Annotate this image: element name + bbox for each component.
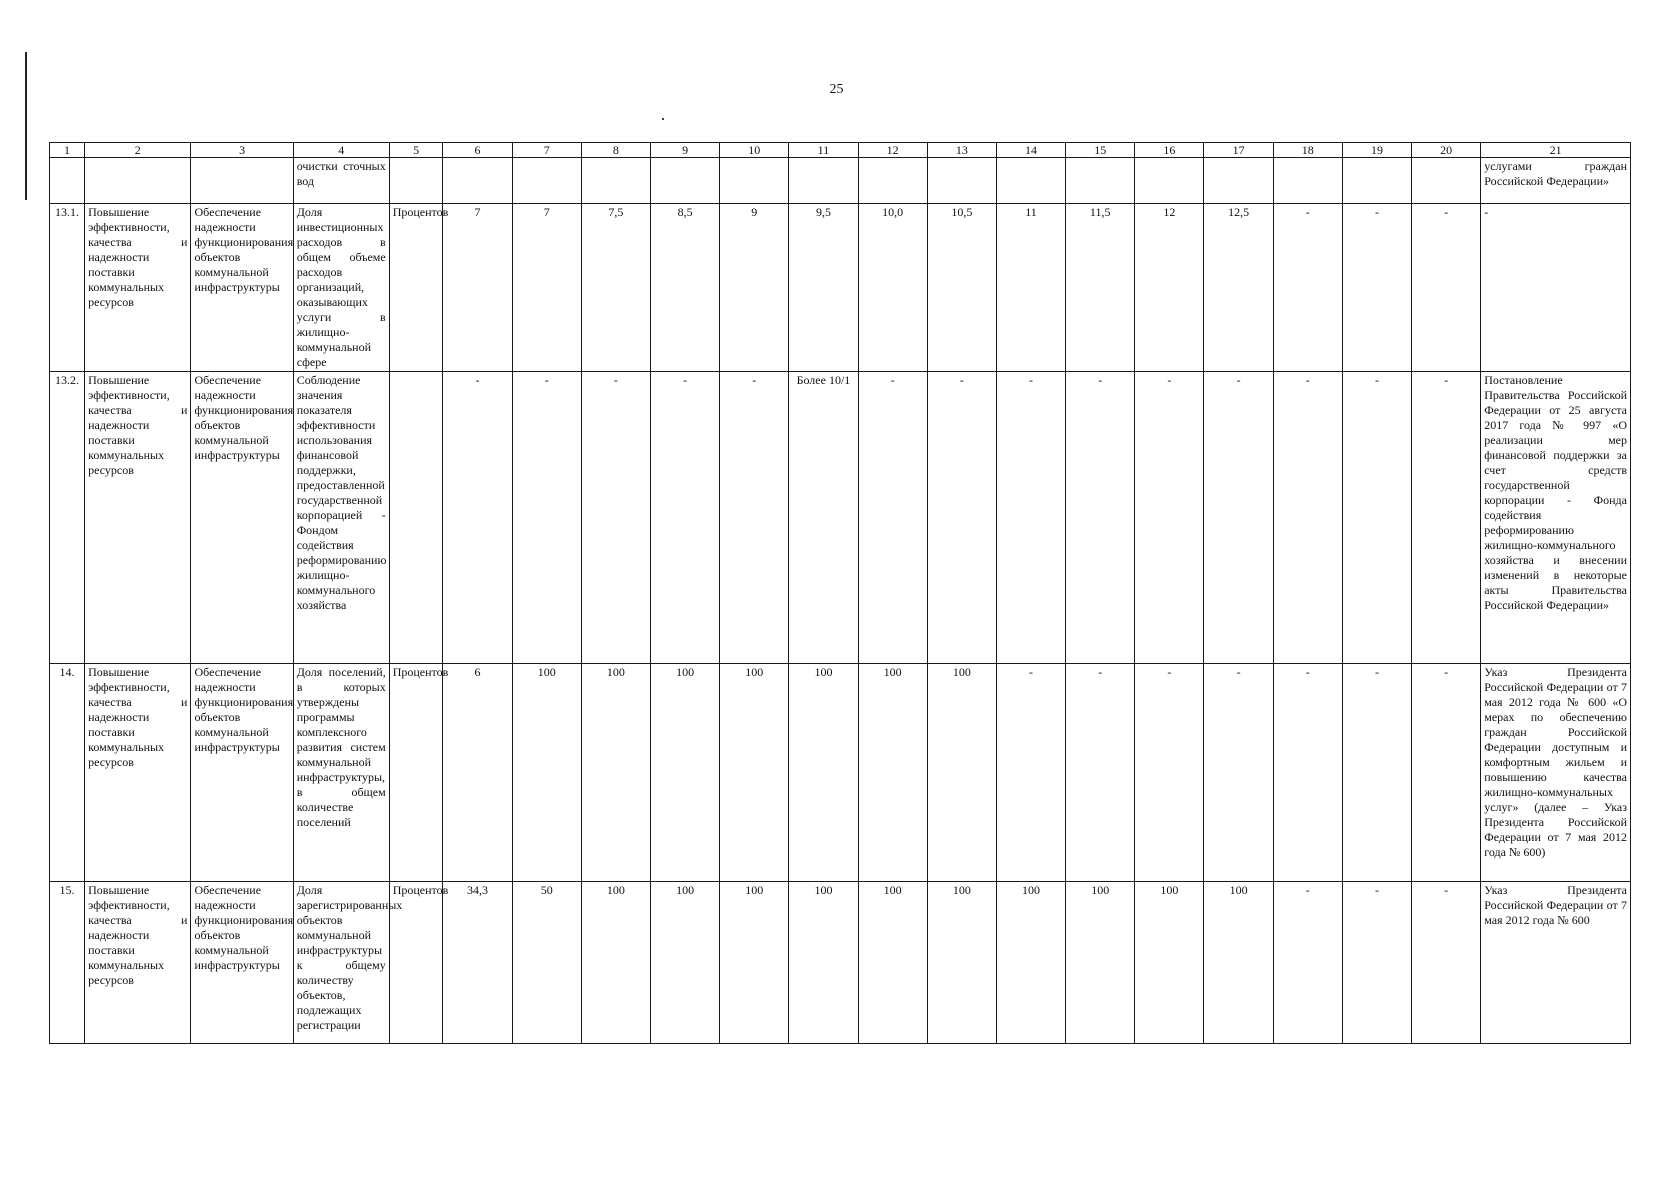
value-cell: 100 <box>927 882 996 1044</box>
column-header: 12 <box>858 143 927 158</box>
value-cell: 100 <box>1066 882 1135 1044</box>
value-cell: 100 <box>1204 882 1273 1044</box>
scan-speck <box>662 118 664 120</box>
value-cell: 100 <box>720 882 789 1044</box>
value-cell: 7 <box>443 204 512 372</box>
unit-cell: Процентов <box>389 882 443 1044</box>
task-cell: Обеспечение надежности функционирования объектов коммунальной инфраструктуры <box>191 882 293 1044</box>
value-cell: 100 <box>512 664 581 882</box>
value-cell: 9 <box>720 204 789 372</box>
value-cell: - <box>1342 882 1411 1044</box>
value-cell: 100 <box>789 664 858 882</box>
value-cell: - <box>996 372 1065 664</box>
value-cell: 11 <box>996 204 1065 372</box>
unit-cell <box>389 372 443 664</box>
value-cell: - <box>1066 372 1135 664</box>
goal-cell: Повышение эффективности, качества и надежности поставки коммунальных ресурсов <box>85 372 191 664</box>
column-header: 15 <box>1066 143 1135 158</box>
indicator-cell: очистки сточных вод <box>293 158 389 204</box>
value-cell: 100 <box>650 664 719 882</box>
value-cell: 10,5 <box>927 204 996 372</box>
value-cell <box>581 158 650 204</box>
value-cell: 8,5 <box>650 204 719 372</box>
column-header: 2 <box>85 143 191 158</box>
column-header: 5 <box>389 143 443 158</box>
value-cell <box>789 158 858 204</box>
value-cell: - <box>1135 372 1204 664</box>
column-number-row <box>50 143 1631 158</box>
row-number: 13.2. <box>50 372 85 664</box>
value-cell: - <box>1273 204 1342 372</box>
row-number: 13.1. <box>50 204 85 372</box>
value-cell <box>1412 158 1481 204</box>
task-cell: Обеспечение надежности функционирования объектов коммунальной инфраструктуры <box>191 664 293 882</box>
table-row <box>50 158 1631 204</box>
table-row <box>50 882 1631 1044</box>
value-cell: 100 <box>789 882 858 1044</box>
value-cell: 100 <box>927 664 996 882</box>
value-cell <box>927 158 996 204</box>
value-cell: - <box>1412 664 1481 882</box>
column-header: 18 <box>1273 143 1342 158</box>
column-header: 17 <box>1204 143 1273 158</box>
value-cell: - <box>1412 372 1481 664</box>
task-cell <box>191 158 293 204</box>
value-cell: - <box>927 372 996 664</box>
column-header: 10 <box>720 143 789 158</box>
value-cell <box>720 158 789 204</box>
goal-cell <box>85 158 191 204</box>
value-cell <box>996 158 1065 204</box>
legal-basis-cell: Указ Президента Российской Федерации от 7 мая 2012 года № 600 «О мерах по обеспечению граждан Российской Федерации доступным и комфортным жильем и повышению качества жилищно-коммунальных услуг» (далее – Указ Президента Российской Федерации от 7 мая 2012 года № 600) <box>1481 664 1631 882</box>
row-number: 15. <box>50 882 85 1044</box>
column-header: 4 <box>293 143 389 158</box>
column-header: 16 <box>1135 143 1204 158</box>
value-cell: 100 <box>858 882 927 1044</box>
indicator-cell: Доля зарегистрированных объектов коммунальной инфраструктуры к общему количеству объектов, подлежащих регистрации <box>293 882 389 1044</box>
value-cell: - <box>1412 204 1481 372</box>
value-cell: - <box>443 372 512 664</box>
column-header: 3 <box>191 143 293 158</box>
column-header: 11 <box>789 143 858 158</box>
goal-cell: Повышение эффективности, качества и надежности поставки коммунальных ресурсов <box>85 204 191 372</box>
value-cell: 100 <box>858 664 927 882</box>
legal-basis-cell: - <box>1481 204 1631 372</box>
column-header: 13 <box>927 143 996 158</box>
value-cell: 100 <box>996 882 1065 1044</box>
unit-cell: Процентов <box>389 204 443 372</box>
value-cell: - <box>1273 664 1342 882</box>
value-cell: 100 <box>1135 882 1204 1044</box>
indicator-cell: Соблюдение значения показателя эффективности использования финансовой поддержки, предоставленной государственной корпорацией - Фондом содействия реформированию жилищно-коммунального хозяйства <box>293 372 389 664</box>
page-number: 25 <box>829 82 844 97</box>
value-cell: 12,5 <box>1204 204 1273 372</box>
value-cell: 100 <box>650 882 719 1044</box>
value-cell <box>1135 158 1204 204</box>
value-cell: 7,5 <box>581 204 650 372</box>
value-cell: - <box>1204 664 1273 882</box>
unit-cell <box>389 158 443 204</box>
value-cell: - <box>1342 664 1411 882</box>
value-cell <box>443 158 512 204</box>
value-cell <box>512 158 581 204</box>
value-cell: - <box>1273 372 1342 664</box>
goal-cell: Повышение эффективности, качества и надежности поставки коммунальных ресурсов <box>85 882 191 1044</box>
value-cell: 100 <box>581 882 650 1044</box>
value-cell: 9,5 <box>789 204 858 372</box>
value-cell: - <box>1273 882 1342 1044</box>
binding-edge-mark <box>25 52 27 200</box>
row-number <box>50 158 85 204</box>
value-cell: - <box>650 372 719 664</box>
value-cell: Более 10/1 <box>789 372 858 664</box>
task-cell: Обеспечение надежности функционирования объектов коммунальной инфраструктуры <box>191 204 293 372</box>
value-cell: 7 <box>512 204 581 372</box>
indicators-table <box>49 142 1631 1044</box>
goal-cell: Повышение эффективности, качества и надежности поставки коммунальных ресурсов <box>85 664 191 882</box>
value-cell: 50 <box>512 882 581 1044</box>
column-header: 14 <box>996 143 1065 158</box>
value-cell: - <box>1412 882 1481 1044</box>
table-body <box>50 158 1631 1044</box>
value-cell: 11,5 <box>1066 204 1135 372</box>
value-cell: 100 <box>581 664 650 882</box>
column-header: 7 <box>512 143 581 158</box>
value-cell: 12 <box>1135 204 1204 372</box>
row-number: 14. <box>50 664 85 882</box>
value-cell: - <box>720 372 789 664</box>
column-header: 9 <box>650 143 719 158</box>
indicator-cell: Доля поселений, в которых утверждены программы комплексного развития систем коммунальной инфраструктуры, в общем количестве поселений <box>293 664 389 882</box>
column-header: 21 <box>1481 143 1631 158</box>
value-cell <box>1204 158 1273 204</box>
table-row <box>50 204 1631 372</box>
column-header: 8 <box>581 143 650 158</box>
value-cell: - <box>1342 372 1411 664</box>
indicator-cell: Доля инвестиционных расходов в общем объеме расходов организаций, оказывающих услуги в жилищно-коммунальной сфере <box>293 204 389 372</box>
value-cell: 100 <box>720 664 789 882</box>
column-header: 19 <box>1342 143 1411 158</box>
value-cell: 10,0 <box>858 204 927 372</box>
value-cell: - <box>1066 664 1135 882</box>
column-header: 20 <box>1412 143 1481 158</box>
legal-basis-cell: Указ Президента Российской Федерации от 7 мая 2012 года № 600 <box>1481 882 1631 1044</box>
value-cell: - <box>996 664 1065 882</box>
legal-basis-cell: услугами граждан Российской Федерации» <box>1481 158 1631 204</box>
value-cell <box>1342 158 1411 204</box>
unit-cell: Процентов <box>389 664 443 882</box>
task-cell: Обеспечение надежности функционирования объектов коммунальной инфраструктуры <box>191 372 293 664</box>
value-cell: 6 <box>443 664 512 882</box>
value-cell: - <box>581 372 650 664</box>
value-cell: - <box>858 372 927 664</box>
value-cell: - <box>1342 204 1411 372</box>
value-cell <box>1273 158 1342 204</box>
column-header: 6 <box>443 143 512 158</box>
value-cell <box>1066 158 1135 204</box>
value-cell: - <box>512 372 581 664</box>
value-cell: - <box>1204 372 1273 664</box>
legal-basis-cell: Постановление Правительства Российской Федерации от 25 августа 2017 года № 997 «О реализации мер финансовой поддержки за счет средств государственной корпорации - Фонда содействия реформированию жилищно-коммунального хозяйства и внесении изменений в некоторые акты Правительства Российской Федерации» <box>1481 372 1631 664</box>
column-header: 1 <box>50 143 85 158</box>
value-cell <box>858 158 927 204</box>
table-row <box>50 372 1631 664</box>
value-cell: - <box>1135 664 1204 882</box>
value-cell: 34,3 <box>443 882 512 1044</box>
table-row <box>50 664 1631 882</box>
value-cell <box>650 158 719 204</box>
